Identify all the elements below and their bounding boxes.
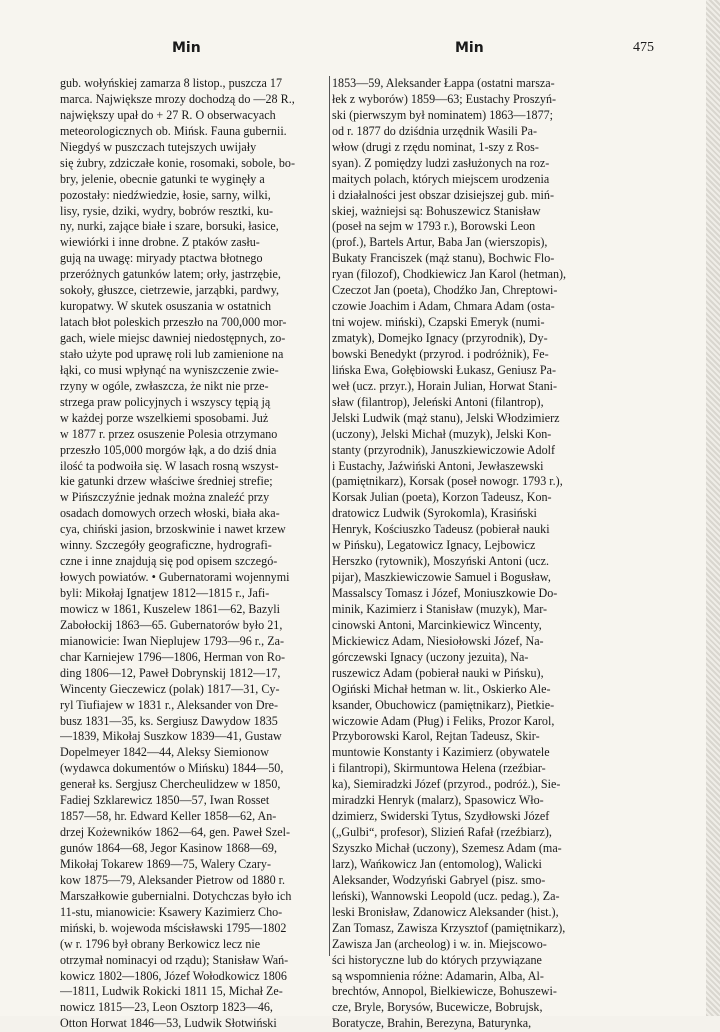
text-line: łowych powiatów. • Gubernatorami wojennymi <box>60 570 290 585</box>
text-line: Fadiej Szklarewicz 1850—57, Iwan Rosset <box>60 793 270 808</box>
text-line: (wydawca dokumentów o Mińsku) 1844—50, <box>60 761 284 776</box>
text-line: lisy, rysie, dziki, wydry, bobrów resztki, ku- <box>60 203 274 218</box>
text-line: strzega praw policyjnych i wszyscy tępią ją <box>60 394 271 409</box>
text-line: nowicz 1815—23, Leon Osztorp 1823—46, <box>60 1000 273 1015</box>
text-line: górczewski Ignacy (uczony jezuita), Na- <box>332 649 529 664</box>
text-line: Massalscy Tomasz i Józef, Moniuszkowie Do- <box>332 586 558 600</box>
text-line: są wspomnienia różne: Adamarin, Alba, Al- <box>332 968 544 983</box>
text-line: w każdej porze wszelkiemi sposobami. Już <box>60 410 269 425</box>
text-line: czne i inne znajdują się pod opisem szczegó- <box>60 554 278 569</box>
text-line: syan). Z pomiędzy ludzi zasłużonych na roz- <box>332 155 550 170</box>
text-line: gują na uwagę: miryady ptactwa błotnego <box>60 251 263 266</box>
text-line: weł (ucz. przyr.), Horain Julian, Horwat Stani- <box>332 378 558 393</box>
text-line: pijar), Maszkiewiczowie Samuel i Bogusław, <box>332 570 551 585</box>
right-text-column <box>332 76 652 1032</box>
page-header <box>60 40 654 64</box>
text-line: Ogiński Michał hetman w. lit., Oskierko Ale- <box>332 681 551 696</box>
text-line: 1853—59, Aleksander Łappa (ostatni marsza- <box>332 76 555 90</box>
text-line: łek z wyborów) 1859—63; Eustachy Proszyń- <box>332 91 557 106</box>
text-line: 11-stu, mianowicie: Ksawery Kazimierz Cho- <box>60 904 283 919</box>
text-line: skiej, ważniejsi są: Bohuszewicz Stanisław <box>332 203 541 218</box>
running-head-right: Min <box>455 40 484 56</box>
text-line: 1857—58, hr. Edward Keller 1858—62, An- <box>60 809 277 824</box>
text-line: larz), Wańkowicz Jan (entomolog), Walicki <box>332 856 542 871</box>
text-line: ruszewicz Adam (pobierał nauki w Pińsku), <box>332 665 544 680</box>
text-line: char Karniejew 1796—1806, Herman von Ro- <box>60 649 286 664</box>
text-line: mianowicie: Iwan Nieplujew 1793—96 r., Za- <box>60 633 285 648</box>
text-line: busz 1831—35, ks. Sergiusz Dawydow 1835 <box>60 713 278 728</box>
left-text-column <box>60 76 328 1032</box>
text-line: Zawisza Jan (archeolog) i w. in. Miejscowo- <box>332 936 547 951</box>
text-line: („Gulbi“, profesor), Slizień Rafał (rzeźbiarz), <box>332 825 552 840</box>
text-line: Przyborowski Karol, Rejtan Tadeusz, Skir- <box>332 729 540 744</box>
text-line: Henryk, Kościuszko Tadeusz (pobierał nauki <box>332 522 550 537</box>
text-line: (prof.), Bartels Artur, Baba Jan (wierszopis), <box>332 235 548 250</box>
text-line: przeróżnych gatunków latem; orły, jastrzębie, <box>60 267 281 282</box>
text-line: gunów 1864—68, Jegor Kasinow 1868—69, <box>60 841 278 855</box>
text-line: Niegdyś w puszczach tutejszych uwijały <box>60 139 257 154</box>
text-line: cze, Bryle, Borysów, Bucewicze, Bobrujsk, <box>332 1000 543 1015</box>
text-line: dzimierz, Swiderski Tytus, Szydłowski Józef <box>332 809 550 824</box>
text-line: się żubry, zdziczałe konie, rosomaki, sobole, bo- <box>60 155 295 170</box>
text-line: Mickiewicz Adam, Niesiołowski Józef, Na- <box>332 633 544 648</box>
text-line: ding 1806—12, Paweł Dobrynskij 1812—17, <box>60 665 281 680</box>
text-line: —1839, Mikołaj Suszkow 1839—41, Gustaw <box>60 729 282 744</box>
text-line: Aleksander, Wodzyński Gabryel (pisz. smo- <box>332 872 546 887</box>
text-line: muntowie Konstanty i Kazimierz (obywatele <box>332 745 550 760</box>
text-line: w Pińszczyźnie jednak można znaleźć przy <box>60 490 270 505</box>
text-line: tni wojew. miński), Czapski Emeryk (numi- <box>332 315 545 330</box>
text-line: cinowski Antoni, Marcinkiewicz Wincenty, <box>332 617 542 632</box>
text-line: i filantropi), Skirmuntowa Helena (rzeźbiar- <box>332 761 546 776</box>
text-line: gub. wołyńskiej zamarza 8 listop., puszcza 17 <box>60 76 282 90</box>
text-line: Bukaty Franciszek (mąż stanu), Bochwic Flo- <box>332 251 555 266</box>
text-line: minik, Kazimierz i Stanisław (muzyk), Mar- <box>332 601 548 616</box>
text-line: Wincenty Gieczewicz (polak) 1817—31, Cy- <box>60 681 280 696</box>
text-line: latach błot poleskich przeszło na 700,000 mor- <box>60 315 287 330</box>
text-line: Herszko (rytownik), Moszyński Antoni (ucz. <box>332 554 549 569</box>
text-line: (uczony), Jelski Michał (muzyk), Jelski Kon- <box>332 426 552 441</box>
text-line: bowski Benedykt (przyrod. i podróżnik), Fe- <box>332 346 549 361</box>
text-line: leński), Wannowski Leopold (ucz. pedag.), Za- <box>332 888 560 903</box>
text-line: Zan Tomasz, Zawisza Krzysztof (pamiętnikarz), <box>332 920 566 935</box>
text-line: ści historyczne lub do których przywiązane <box>332 952 542 967</box>
text-line: Otton Horwat 1846—53, Ludwik Słotwiński <box>60 1016 277 1031</box>
text-line: Jelski Ludwik (mąż stanu), Jelski Włodzimierz <box>332 410 560 425</box>
text-line: stanty (przyrodnik), Januszkiewiczowie Adolf <box>332 442 556 457</box>
page-number: 475 <box>633 40 654 55</box>
text-line: rzyny w ogóle, zwłaszcza, że nikt nie prze- <box>60 378 269 393</box>
text-line: czowie Joachim i Adam, Chmara Adam (osta- <box>332 299 555 314</box>
text-line: wiczowie Adam (Pług) i Feliks, Prozor Karol, <box>332 713 555 728</box>
text-line: Szyszko Michał (uczony), Szemesz Adam (ma- <box>332 841 562 855</box>
text-line: i Eustachy, Jaźwiński Antoni, Jewłaszewski <box>332 458 544 473</box>
text-line: leski Bronisław, Zdanowicz Aleksander (hist.), <box>332 904 559 919</box>
text-line: sław (filantrop), Jeleński Antoni (filantrop), <box>332 394 544 409</box>
text-line: pozostały: niedźwiedzie, łosie, sarny, wilki, <box>60 187 271 202</box>
text-line: w 1877 r. przez osuszenie Polesia otrzymano <box>60 426 278 441</box>
text-line: łąki, co musi wpłynąć na wyniszczenie zwie- <box>60 362 279 377</box>
text-line: kow 1875—79, Aleksander Pietrow od 1880 r. <box>60 872 286 887</box>
text-line: (w r. 1796 był obrany Berkowicz lecz nie <box>60 936 261 951</box>
text-line: i działalności jest obszar dzisiejszej gub. miń- <box>332 187 554 202</box>
text-line: Korsak Julian (poeta), Korzon Tadeusz, Kon- <box>332 490 552 505</box>
text-line: maitych polach, których miejscem urodzenia <box>332 171 550 186</box>
text-line: Boratycze, Brahin, Berezyna, Baturynka, <box>332 1016 532 1031</box>
text-line: winny. Szczegóły geograficzne, hydrografi- <box>60 538 272 553</box>
text-line: największy upał do + 27 R. O obserwacyach <box>60 107 276 122</box>
text-line: w Pińsku), Legatowicz Ignacy, Lejbowicz <box>332 538 536 553</box>
text-line: Zabołockij 1863—65. Gubernatorów było 21, <box>60 617 283 632</box>
text-line: osadach domowych orzech włoski, biała aka- <box>60 506 280 521</box>
page-edge-shadow <box>706 0 720 1016</box>
text-line: włow (drugi z rzędu nominat, 1-szy z Ros- <box>332 139 539 154</box>
text-line: (poseł na sejm w 1793 r.), Borowski Leon <box>332 219 536 234</box>
text-line: meteorologicznych ob. Mińsk. Fauna gubernii. <box>60 123 287 138</box>
text-line: ski (pierwszym był nominatem) 1863—1877; <box>332 107 554 122</box>
text-line: otrzymał nominacyi od rządu); Stanisław Wań- <box>60 952 289 967</box>
text-line: ka), Siemiradzki Józef (przyrod., podróż.), Sie- <box>332 777 561 792</box>
text-line: przeszło 105,000 morgów łąk, a do dziś dnia <box>60 442 277 457</box>
text-line: miradzki Henryk (malarz), Spasowicz Wło- <box>332 793 544 808</box>
text-line: Czeczot Jan (poeta), Chodźko Jan, Chreptowi- <box>332 283 558 298</box>
text-line: cya, chiński jasion, brzoskwinie i nawet krzew <box>60 522 286 537</box>
text-line: ksander, Obuchowicz (pamiętnikarz), Pietkie- <box>332 697 555 712</box>
text-line: sokoły, głuszce, cietrzewie, jarząbki, pardwy, <box>60 283 280 298</box>
text-line: brechtów, Annopol, Bielkiewicze, Bohuszewi- <box>332 984 557 999</box>
text-line: marca. Największe mrozy dochodzą do —28 R., <box>60 91 295 106</box>
text-line: Dopelmeyer 1842—44, Aleksy Siemionow <box>60 745 269 760</box>
text-line: kie gatunki drzew właściwe średniej strefie; <box>60 474 273 489</box>
text-line: Mikołaj Tokarew 1869—75, Walery Czary- <box>60 856 272 871</box>
text-line: mowicz w 1861, Kuszelew 1861—62, Bazyli <box>60 601 280 616</box>
text-line: od r. 1877 do dziśdnia urzędnik Wasili Pa- <box>332 123 538 138</box>
text-line: —1811, Ludwik Rokicki 1811 15, Michał Ze- <box>60 984 283 999</box>
text-line: kowicz 1802—1806, Józef Wołodkowicz 1806 <box>60 968 287 983</box>
text-line: ilość ta podwoiła się. W lasach rosną wszyst- <box>60 458 279 473</box>
text-line: lińska Ewa, Gołębiowski Łukasz, Geniusz Pa- <box>332 362 557 377</box>
text-line: gach, wiele miejsc dawniej niedostępnych, zo- <box>60 331 286 345</box>
text-line: ryl Tiufiajew w 1831 r., Aleksander von Dre- <box>60 697 278 712</box>
text-line: Marszałkowie gubernialni. Dotychczas było ich <box>60 888 292 903</box>
text-line: drzej Kożewników 1862—64, gen. Paweł Szel- <box>60 825 291 840</box>
text-line: dratowicz Ludwik (Syrokomla), Krasiński <box>332 506 537 521</box>
text-line: (pamiętnikarz), Korsak (poseł nowogr. 1793 r.), <box>332 474 563 489</box>
text-line: wiewiórki i inne drobne. Z ptaków zasłu- <box>60 235 260 250</box>
text-line: kuropatwy. W skutek osuszania w ostatnich <box>60 299 272 314</box>
text-line: zmatyk), Domejko Ignacy (przyrodnik), Dy- <box>332 331 548 345</box>
text-line: ny, nurki, zające białe i szare, borsuki, łasice, <box>60 219 279 234</box>
text-line: stało użyte pod uprawę roli lub zamienione na <box>60 346 284 361</box>
column-divider <box>329 76 330 956</box>
text-line: bry, jelenie, obecnie gatunki te wyginęły a <box>60 171 265 186</box>
text-line: byli: Mikołaj Ignatjew 1812—1815 r., Jafi- <box>60 586 270 600</box>
text-line: generał ks. Sergjusz Chercheulidzew w 1850, <box>60 777 281 792</box>
running-head-left: Min <box>172 40 201 56</box>
text-line: miński, b. wojewoda mścisławski 1795—1802 <box>60 920 287 935</box>
text-line: ryan (filozof), Chodkiewicz Jan Karol (hetman), <box>332 267 567 282</box>
